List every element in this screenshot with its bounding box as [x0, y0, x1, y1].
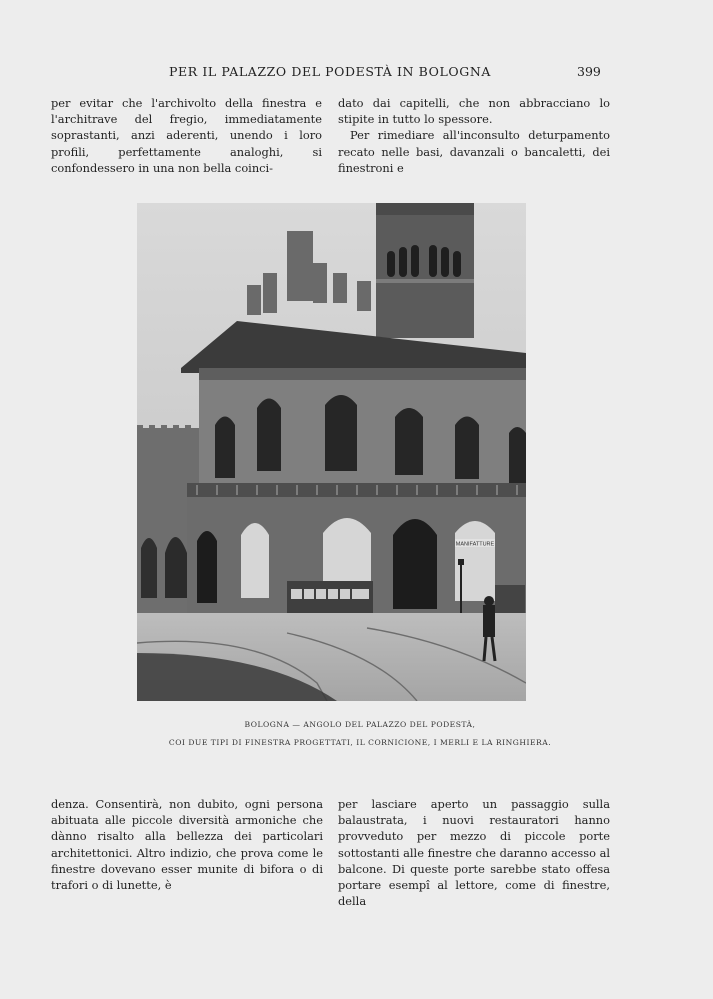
bottom-left-column — [51, 796, 323, 893]
figure-caption-line-2: COI DUE TIPI DI FINESTRA PROGETTATI, IL CORNICIONE, I MERLI E LA RINGHIERA. — [168, 738, 552, 747]
shop-sign: MANIFATTURE — [455, 541, 495, 548]
paragraph: denza. Consentirà, non dubito, ogni persona abituata alle piccole diversità armoniche che dànno risalto alla bellezza dei particolari architettonici. Altro indizio, che prova come le finestre dovevano esser munite di bifora o di trafori o di lunette, è — [51, 797, 323, 893]
top-left-column — [51, 95, 322, 176]
paragraph: per lasciare aperto un passaggio sulla balaustrata, i nuovi restauratori hanno provveduto per mezzo di piccole porte sottostanti alle finestre che daranno accesso al balcone. Di queste porte sarebbe stato offesa portare esempî al lettore, come di finestre, della — [338, 797, 610, 909]
pedestrian — [483, 605, 495, 637]
paragraph: dato dai capitelli, che non abbracciano lo stipite in tutto lo spessore. — [338, 96, 610, 127]
paragraph: per evitar che l'archivolto della finestra e l'architrave del fregio, immediatamente soprastanti, anzi aderenti, unendo i loro profili, perfettamente analoghi, si confondessero in una non bella coinci- — [51, 96, 322, 175]
paragraph: Per rimediare all'inconsulto deturpamento recato nelle basi, davanzali o bancaletti, dei finestroni e — [338, 128, 610, 175]
top-right-column — [338, 95, 610, 176]
bottom-right-column — [338, 796, 610, 909]
running-title: PER IL PALAZZO DEL PODESTÀ IN BOLOGNA — [169, 64, 491, 79]
photo-illustration — [137, 203, 526, 701]
page-number: 399 — [577, 64, 601, 79]
palazzo-photograph — [137, 203, 526, 701]
figure-caption-line-1: BOLOGNA — ANGOLO DEL PALAZZO DEL PODESTÀ, — [244, 720, 476, 729]
